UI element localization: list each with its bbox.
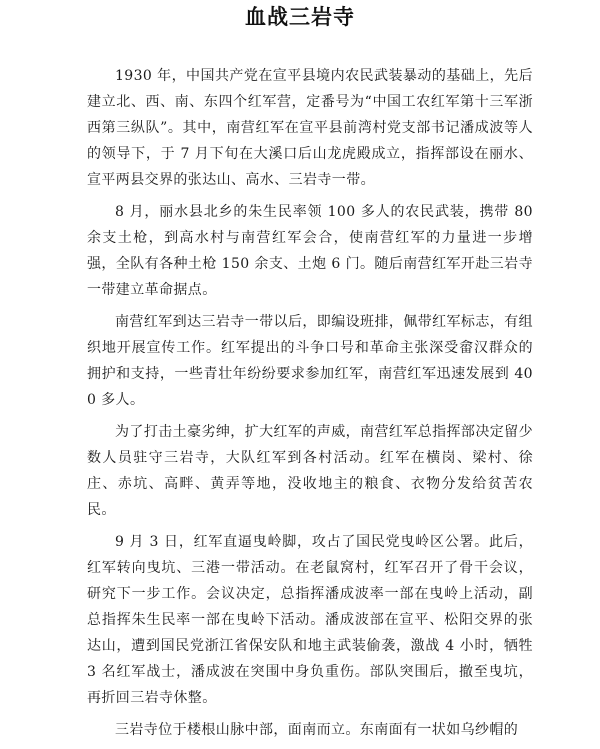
paragraph-5: 9 月 3 日，红军直逼曳岭脚，攻占了国民党曳岭区公署。此后，红军转向曳坑、三港一带活动。在老鼠窝村，红军召开了骨干会议，研究下一步工作。会议决定，总指挥潘成波率一部在曳岭上活动，副总指挥朱生民率一部在曳岭下活动。潘成波部在宣平、松阳交界的张达山，遭到国民党浙江省保安队和地主武装偷袭，激战 4 小时，牺牲 3 名红军战士，潘成波在突围中身负重伤。部队突围后，撤至曳坑，再折回三岩寺休整。: [87, 534, 533, 706]
document-body: [87, 63, 533, 749]
paragraph-1: 1930 年，中国共产党在宣平县境内农民武装暴动的基础上，先后建立北、西、南、东四个红军营，定番号为“中国工农红军第十三军浙西第三纵队”。其中，南营红军在宣平县前湾村党支部书记潘成波等人的领导下，于 7 月下旬在大溪口后山龙虎殿成立，指挥部设在丽水、宣平两县交界的张达山、高水、三岩寺一带。: [87, 68, 533, 188]
paragraph-6: 三岩寺位于楼根山脉中部，面南而立。东南面有一状如乌纱帽的: [115, 722, 519, 738]
document-title: 血战三岩寺: [245, 5, 355, 29]
paragraph-3: 南营红军到达三岩寺一带以后，即编设班排，佩带红军标志，有组织地开展宣传工作。红军提出的斗争口号和革命主张深受畲汉群众的拥护和支持，一些青壮年纷纷要求参加红军，南营红军迅速发展到 400 多人。: [87, 314, 533, 408]
paragraph-2: 8 月，丽水县北乡的朱生民率领 100 多人的农民武装，携带 80 余支土枪，到高水村与南营红军会合，使南营红军的力量进一步增强，全队有各种土枪 150 余支、土炮 6 门。随后南营红军开赴三岩寺一带建立革命据点。: [87, 204, 533, 298]
paragraph-4: 为了打击土豪劣绅，扩大红军的声威，南营红军总指挥部决定留少数人员驻守三岩寺，大队红军到各村活动。红军在横岗、梁村、徐庄、赤坑、高畔、黄弄等地，没收地主的粮食、衣物分发给贫苦农民。: [87, 424, 533, 518]
